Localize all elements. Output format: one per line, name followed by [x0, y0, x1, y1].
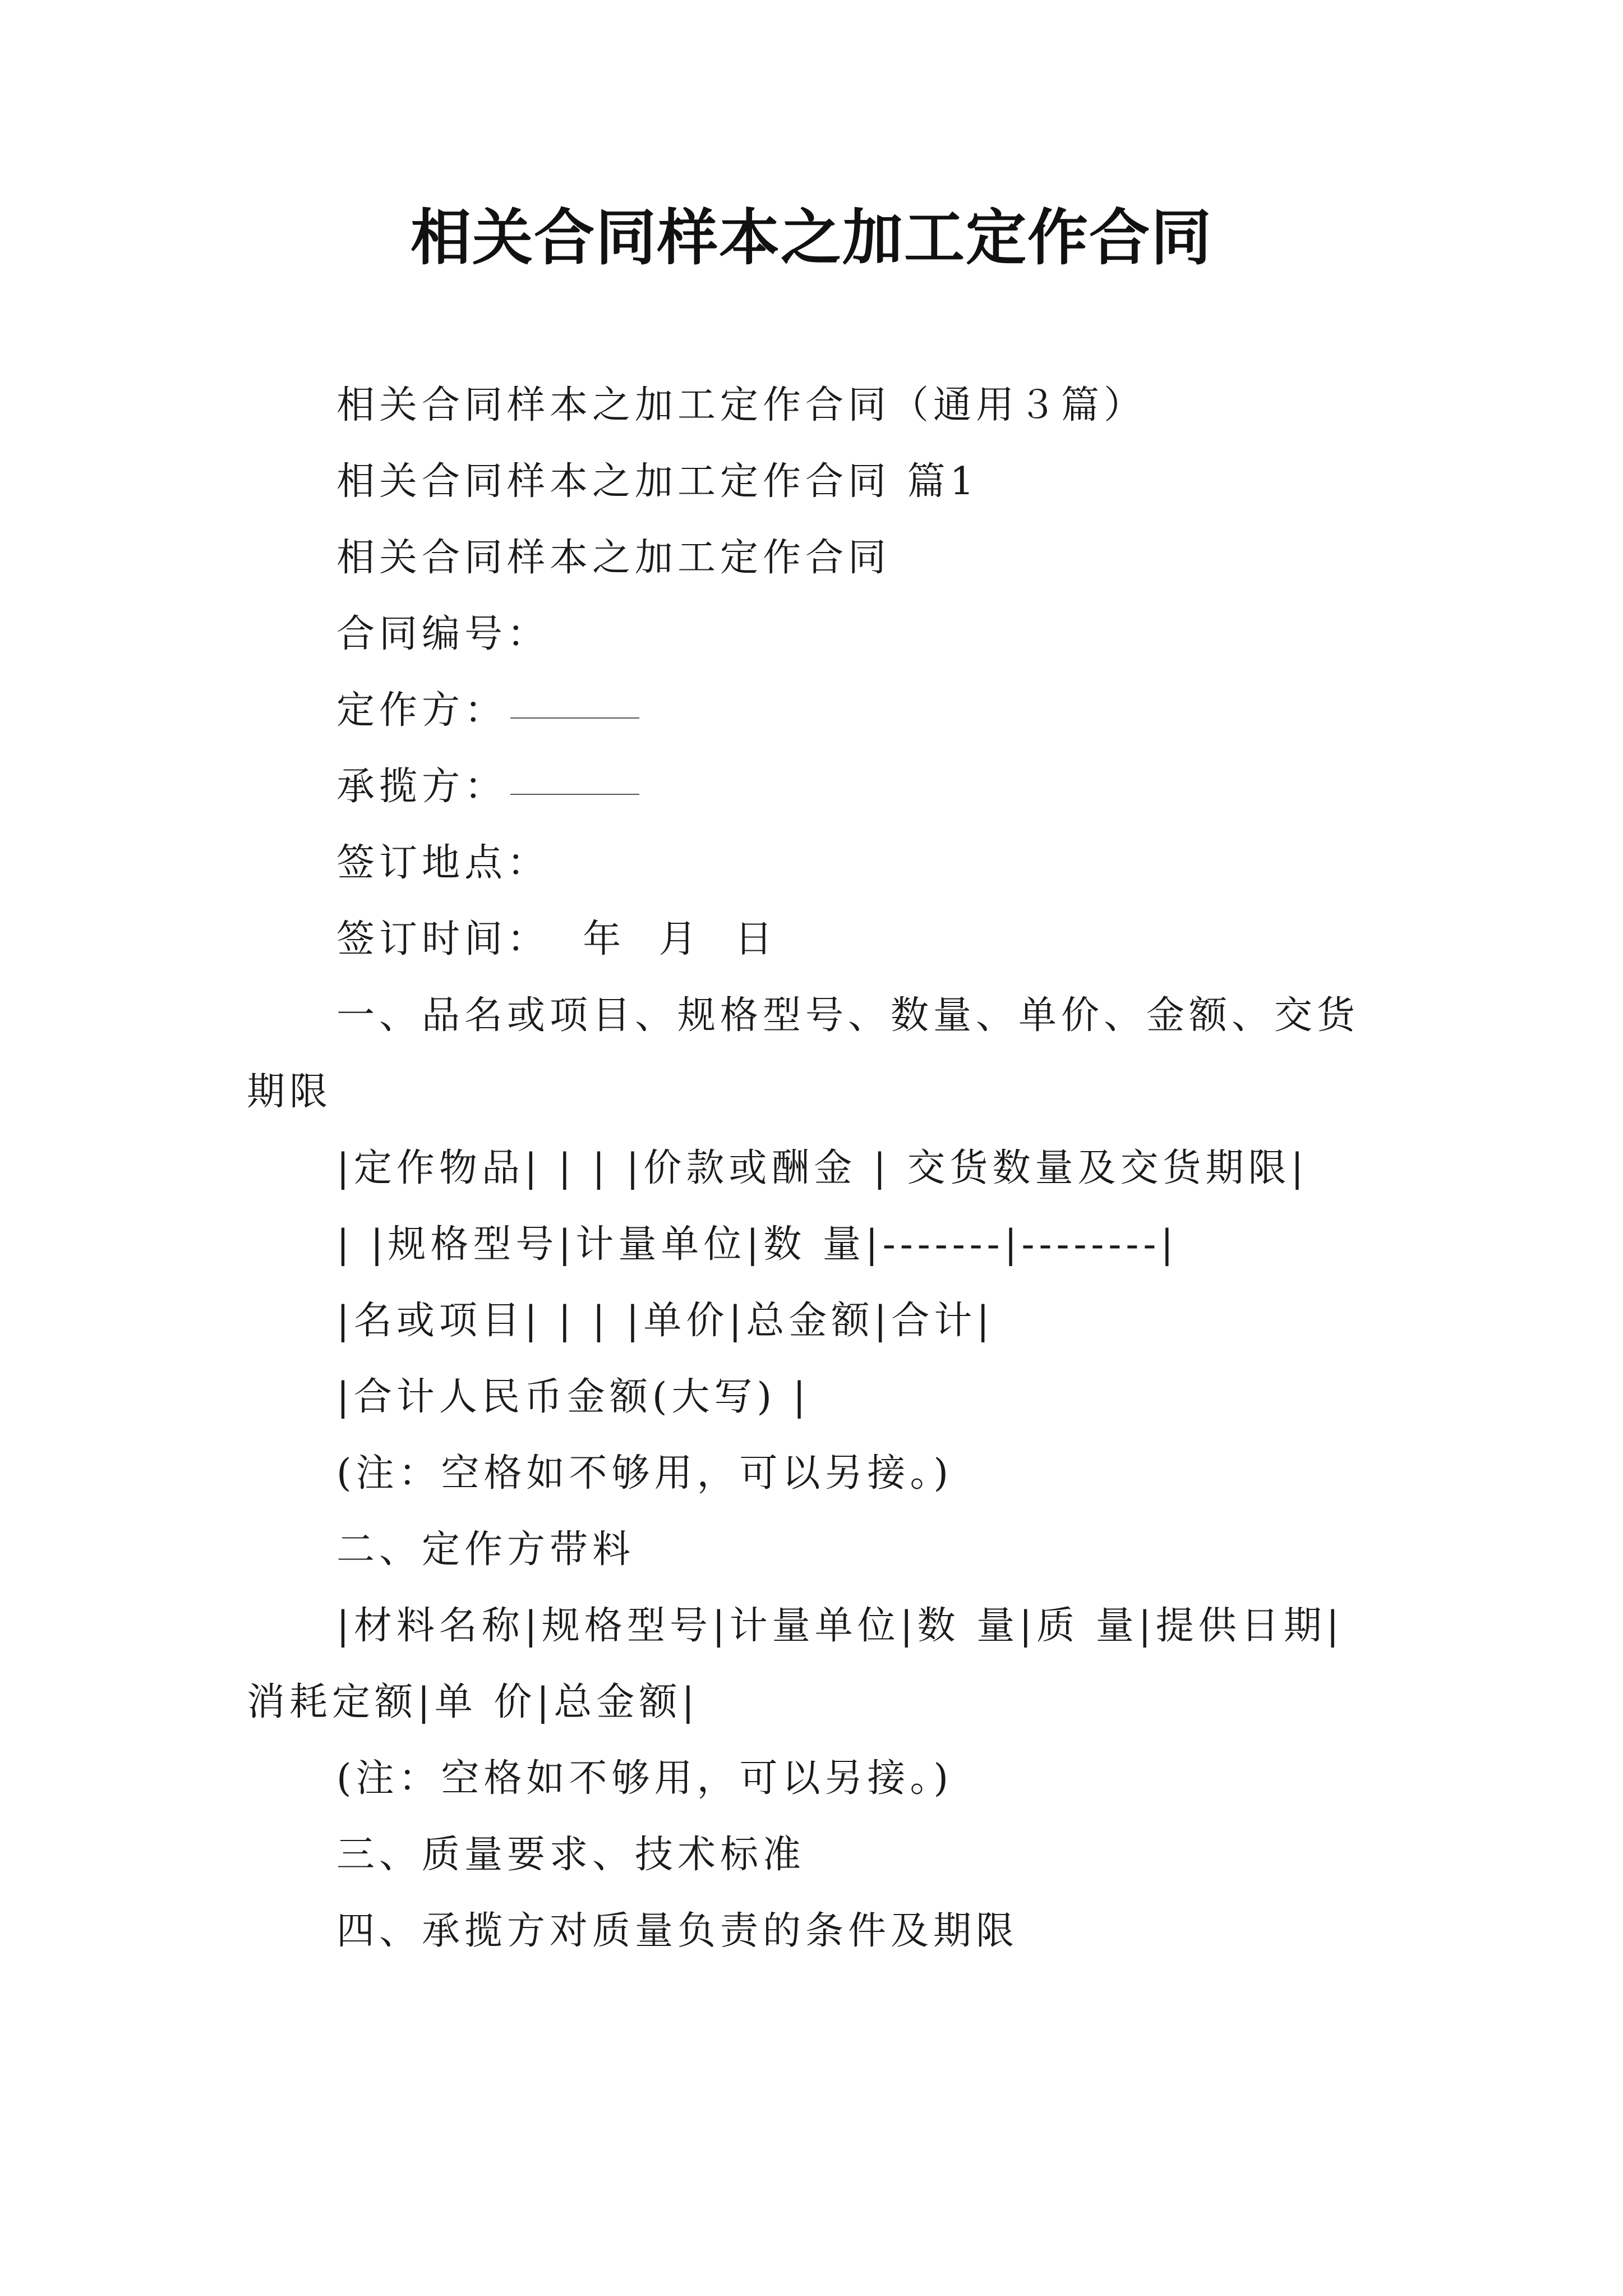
- table-text-row-2: | |规格型号|计量单位|数 量|-------|--------|: [336, 1222, 1178, 1267]
- orderer-blank-line: [510, 714, 639, 719]
- table-text-row-3: |名或项目| | | |单价|总金额|合计|: [336, 1299, 994, 1343]
- paragraph-signing-date: 签订时间： 年 月 日: [336, 917, 777, 961]
- section-heading-1: 一、品名或项目、规格型号、数量、单价、金额、交货期限: [247, 993, 1360, 1114]
- table-text-row-4: |合计人民币金额(大写) |: [336, 1375, 810, 1419]
- paragraph-orderer: [247, 673, 1385, 749]
- paragraph-signing-place: 签订地点：: [336, 841, 550, 885]
- section-heading-2: 二、定作方带料: [336, 1527, 635, 1572]
- section-heading-4: 四、承揽方对质量负责的条件及期限: [336, 1909, 1019, 1953]
- note-paragraph-2: (注：空格如不够用，可以另接。): [336, 1756, 953, 1801]
- materials-text-row: |材料名称|规格型号|计量单位|数 量|质 量|提供日期|消耗定额|单 价|总金额|: [247, 1604, 1344, 1724]
- document-body: [247, 367, 1385, 1970]
- paragraph-contract-number: 合同编号：: [336, 612, 550, 656]
- contractor-label: 承揽方：: [336, 765, 508, 809]
- paragraph-contractor: [247, 749, 1385, 825]
- paragraph-part-heading: 相关合同样本之加工定作合同 篇1: [336, 459, 979, 504]
- paragraph-contract-name: 相关合同样本之加工定作合同: [336, 536, 891, 580]
- contractor-blank-line: [510, 790, 639, 795]
- document-title: 相关合同样本之加工定作合同: [410, 203, 1212, 273]
- table-text-row-1: |定作物品| | | |价款或酬金 | 交货数量及交货期限|: [336, 1146, 1308, 1190]
- paragraph-subtitle: 相关合同样本之加工定作合同（通用３篇）: [336, 383, 1147, 427]
- orderer-label: 定作方：: [336, 688, 508, 733]
- note-paragraph-1: (注：空格如不够用，可以另接。): [336, 1451, 953, 1496]
- section-heading-3: 三、质量要求、技术标准: [336, 1833, 806, 1877]
